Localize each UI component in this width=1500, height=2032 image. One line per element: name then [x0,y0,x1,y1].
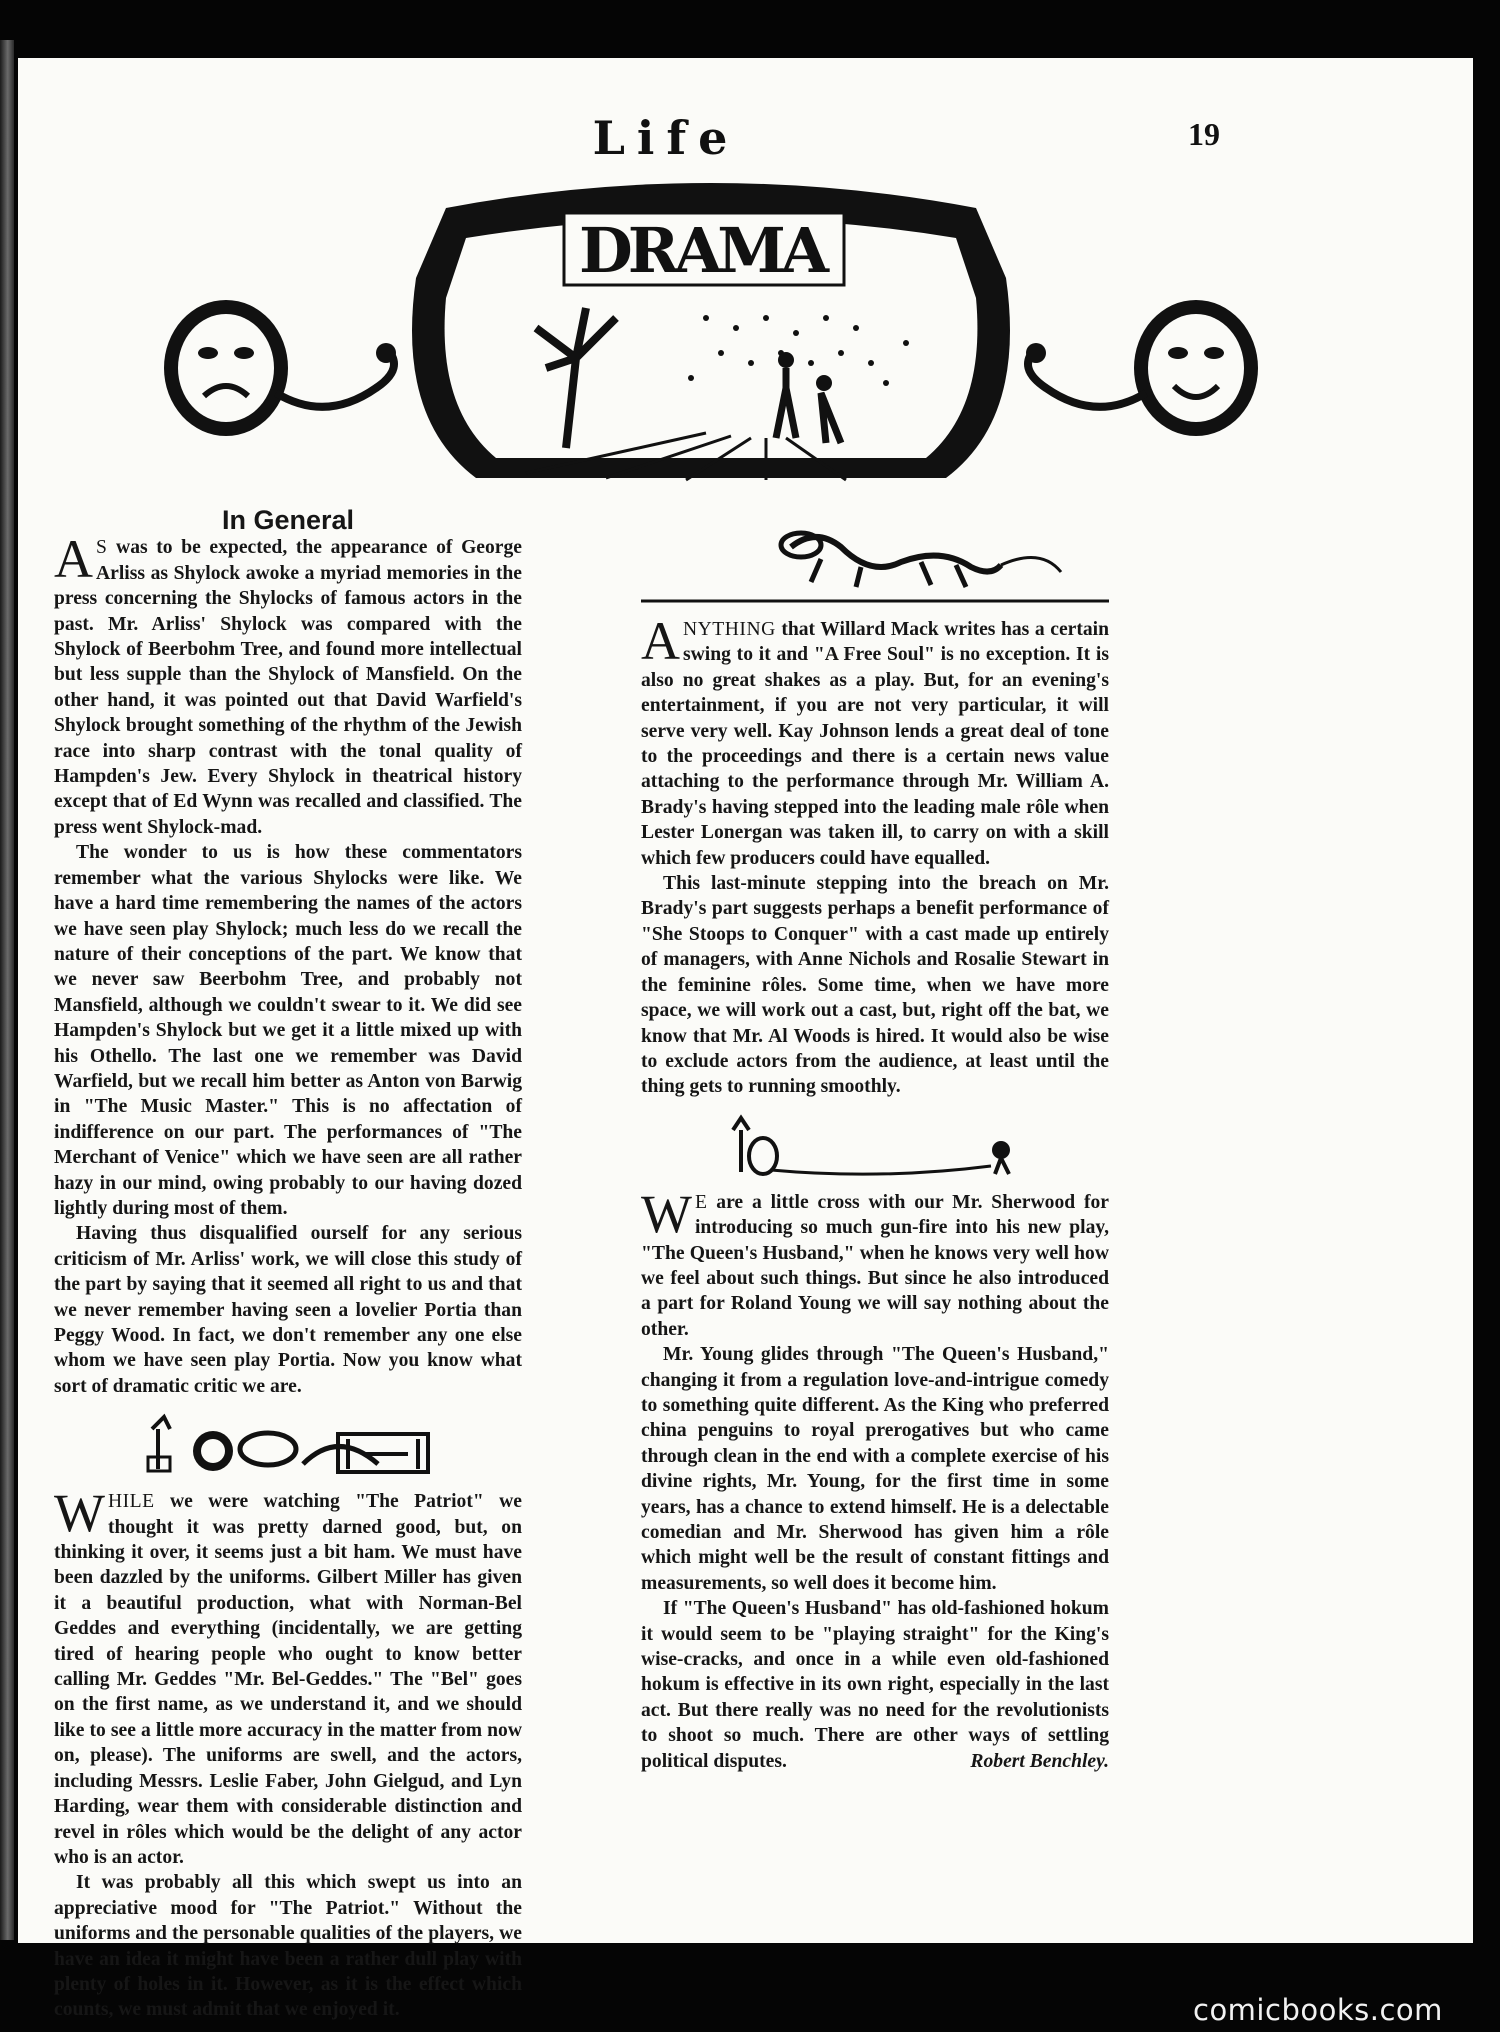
paragraph-text: If "The Queen's Husband" has old-fashioned hokum it would seem to be "playing straight" for the King's wise-cracks, and once in a while even old-fashioned hokum is effective in its own right, especially in the last act. But there really was no need for the revolutionists to shoot so much. There are other ways of settling political disputes. [641,1598,1109,1772]
right-column [641,507,1109,1774]
paragraph-text: was to be expected, the appearance of George Arliss as Shylock awoke a myriad memories in the press concerning the Shylocks of famous actors in the past. Mr. Arliss' Shylock was compared with the Shylock of Beerbohm Tree, and found more intellectual but less supple than the Shylock of Mansfield. On the other hand, it was pointed out that David Warfield's Shylock brought something of the rhythm of the Jewish race into sharp contrast with the tonal quality of Hampden's Jew. Every Shylock in theatrical history except that of Ed Wynn was recalled and classified. The press went Shylock-mad. [54,537,522,838]
drama-header-illustration [146,168,1276,508]
site-watermark: comicbooks.com [1193,1993,1443,2027]
section-title: DRAMA [579,214,829,287]
author-signature: Robert Benchley. [970,1750,1109,1772]
article-heading: In General [221,505,355,535]
drop-cap: A [54,529,93,590]
comedy-mask-icon [1026,300,1258,436]
drop-cap: W [641,1183,692,1244]
drop-cap: W [54,1483,105,1544]
paragraph [641,1183,1109,1342]
paragraph: Mr. Young glides through "The Queen's Husband," changing it from a regulation love-and-intrigue comedy to something quite different. As the King who preferred china penguins to royal prerogatives but who came through clean in the end with a complete exercise of his divine rights, Mr. Young, for the first time in some years, has a chance to extend himself. He is a delectable comedian and Mr. Sherwood has given him a rôle which might well be the result of constant fittings and measurements, so well does it become him. [641,1344,1109,1594]
paragraph [54,1483,522,1870]
paragraph-lead: E [694,1191,708,1213]
tragedy-mask-icon [164,300,396,436]
paragraph-lead: NYTHING [683,619,776,640]
dragon-divider-icon [641,517,1109,607]
cartoon-divider-icon [138,1409,438,1479]
paragraph-text: we were watching "The Patriot" we thought it was pretty darned good, but, on thinking it over, it seems just a bit ham. We must have been dazzled by the uniforms. Gilbert Miller has given it a beautiful production, what with Norman-Bel Geddes and everything (incidentally, we are getting tired of hearing people who ought to know better calling Mr. Geddes "Mr. Bel-Geddes." The "Bel" goes on the first name, as we understand it, and we should like to see a little more accuracy in the matter from now on, please). The uniforms are swell, and the actors, including Messrs. Leslie Faber, John Gielgud, and Lyn Harding, wear them with considerable distinction and revel in rôles which would be the delight of any actor who is an actor. [54,1491,522,1868]
left-column [54,500,522,2023]
paragraph [641,1596,1109,1774]
drop-cap: A [641,611,680,671]
paragraph-lead: S [96,537,108,559]
binding-spine [0,40,14,1940]
paragraph: This last-minute stepping into the breach on Mr. Brady's part suggests perhaps a benefit performance of "She Stoops to Conquer" with a cast made up entirely of managers, with Anne Nichols and Rosalie Stewart in the feminine rôles. Some time, when we have more space, we will work out a cast, but, right off the bat, we know that Mr. Al Woods is hired. It would also be wise to exclude actors from the audience, at least until the thing gets to running smoothly. [641,873,1109,1098]
paragraph [641,611,1109,871]
paragraph-text: are a little cross with our Mr. Sherwood for introducing so much gun-fire into his new play, "The Queen's Husband," when he knows very well how we feel about such things. But since he also introduced a part for Roland Young we will say nothing about the other. [641,1191,1109,1340]
page-number: 19 [1188,116,1220,152]
paragraph-text: that Willard Mack writes has a certain swing to it and "A Free Soul" is no exception. It is also no great shakes as a play. But, for an evening's entertainment, if you are not very particular, it will serve very well. Kay Johnson lends a great deal of tone to the proceedings and there is a certain news value attaching to the performance through Mr. William A. Brady's having stepped into the leading male rôle when Lester Lonergan was taken ill, to carry on with a skill which few producers could have equalled. [641,619,1109,869]
paragraph: The wonder to us is how these commentators remember what the various Shylocks were like. We have a hard time remembering the names of the actors we have seen play Shylock; much less do we recall the nature of their conceptions of the part. We know that we never saw Beerbohm Tree, and probably not Mansfield, although we couldn't swear to it. We did see Hampden's Shylock but we get it a little mixed up with his Othello. The last one we remember was David Warfield, but we recall him better as Anton von Barwig in "The Music Master." This is no affectation of indifference on our part. The performances of "The Merchant of Venice" which we have seen are all rather hazy in our mind, owing probably to our having dozed lightly during most of them. [54,842,522,1219]
paragraph-lead: HILE [107,1491,155,1513]
tightrope-divider-icon [641,1110,1109,1180]
magazine-name: Life [592,111,740,165]
paragraph: It was probably all this which swept us into an appreciative mood for "The Patriot." Without the uniforms and the personable qualities of the players, we have an idea it might have been a rather dull play with plenty of holes in it. However, as it is the effect which counts, we must admit that we enjoyed it. [54,1872,522,2021]
paragraph: Having thus disqualified ourself for any serious criticism of Mr. Arliss' work, we will close this study of the part by saying that it seemed all right to us and that we never remember having seen a lovelier Portia than Peggy Wood. In fact, we don't remember any one else whom we have seen play Portia. Now you know what sort of dramatic critic we are. [54,1223,522,1397]
paragraph [54,529,522,840]
